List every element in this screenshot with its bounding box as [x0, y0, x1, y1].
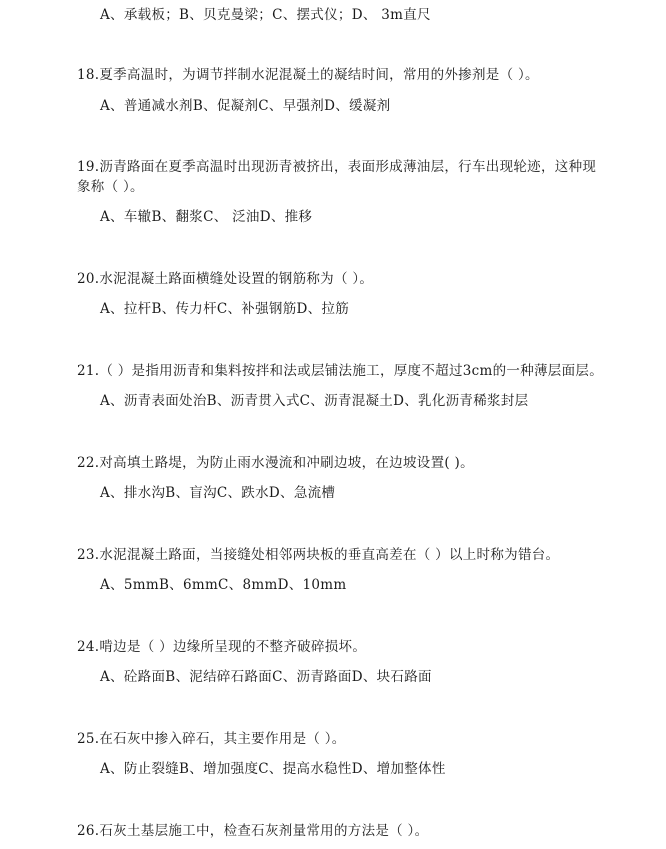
q25-options: A、防止裂缝B、增加强度C、提高水稳性D、增加整体性	[100, 761, 446, 777]
q17-options: A、承载板；B、贝克曼梁；C、摆式仪；D、 3m直尺	[100, 7, 431, 23]
q22-options: A、排水沟B、盲沟C、跌水D、急流槽	[100, 485, 336, 501]
q20-stem: 20.水泥混凝土路面横缝处设置的钢筋称为（ ）。	[77, 271, 374, 287]
q24-options: A、砼路面B、泥结碎石路面C、沥青路面D、块石路面	[100, 669, 432, 685]
q24-stem: 24.啃边是（ ）边缘所呈现的不整齐破碎损坏。	[77, 639, 367, 655]
q20-options: A、拉杆B、传力杆C、补强钢筋D、拉筋	[100, 301, 350, 317]
q18-options: A、普通减水剂B、促凝剂C、早强剂D、缓凝剂	[100, 98, 391, 114]
q19-options: A、车辙B、翻浆C、 泛油D、推移	[100, 209, 313, 225]
q21-stem: 21.（ ）是指用沥青和集料按拌和法或层铺法施工，厚度不超过3cm的一种薄层面层。	[77, 363, 604, 379]
q21-options: A、沥青表面处治B、沥青贯入式C、沥青混凝土D、乳化沥青稀浆封层	[100, 393, 529, 409]
q26-stem: 26.石灰土基层施工中，检查石灰剂量常用的方法是（ ）。	[77, 823, 429, 839]
q23-stem: 23.水泥混凝土路面，当接缝处相邻两块板的垂直高差在（ ）以上时称为错台。	[77, 547, 560, 563]
q23-options: A、5mmB、6mmC、8mmD、10mm	[100, 577, 347, 593]
q22-stem: 22.对高填土路堤，为防止雨水漫流和冲刷边坡，在边坡设置( )。	[77, 455, 474, 471]
q19-stem-line-2: 象称（ ）。	[77, 179, 144, 195]
q25-stem: 25.在石灰中掺入碎石，其主要作用是（ ）。	[77, 731, 346, 747]
q18-stem: 18.夏季高温时，为调节拌制水泥混凝土的凝结时间，常用的外掺剂是（ ）。	[77, 67, 539, 83]
q19-stem-line-1: 19.沥青路面在夏季高温时出现沥青被挤出，表面形成薄油层，行车出现轮迹，这种现	[77, 159, 597, 175]
